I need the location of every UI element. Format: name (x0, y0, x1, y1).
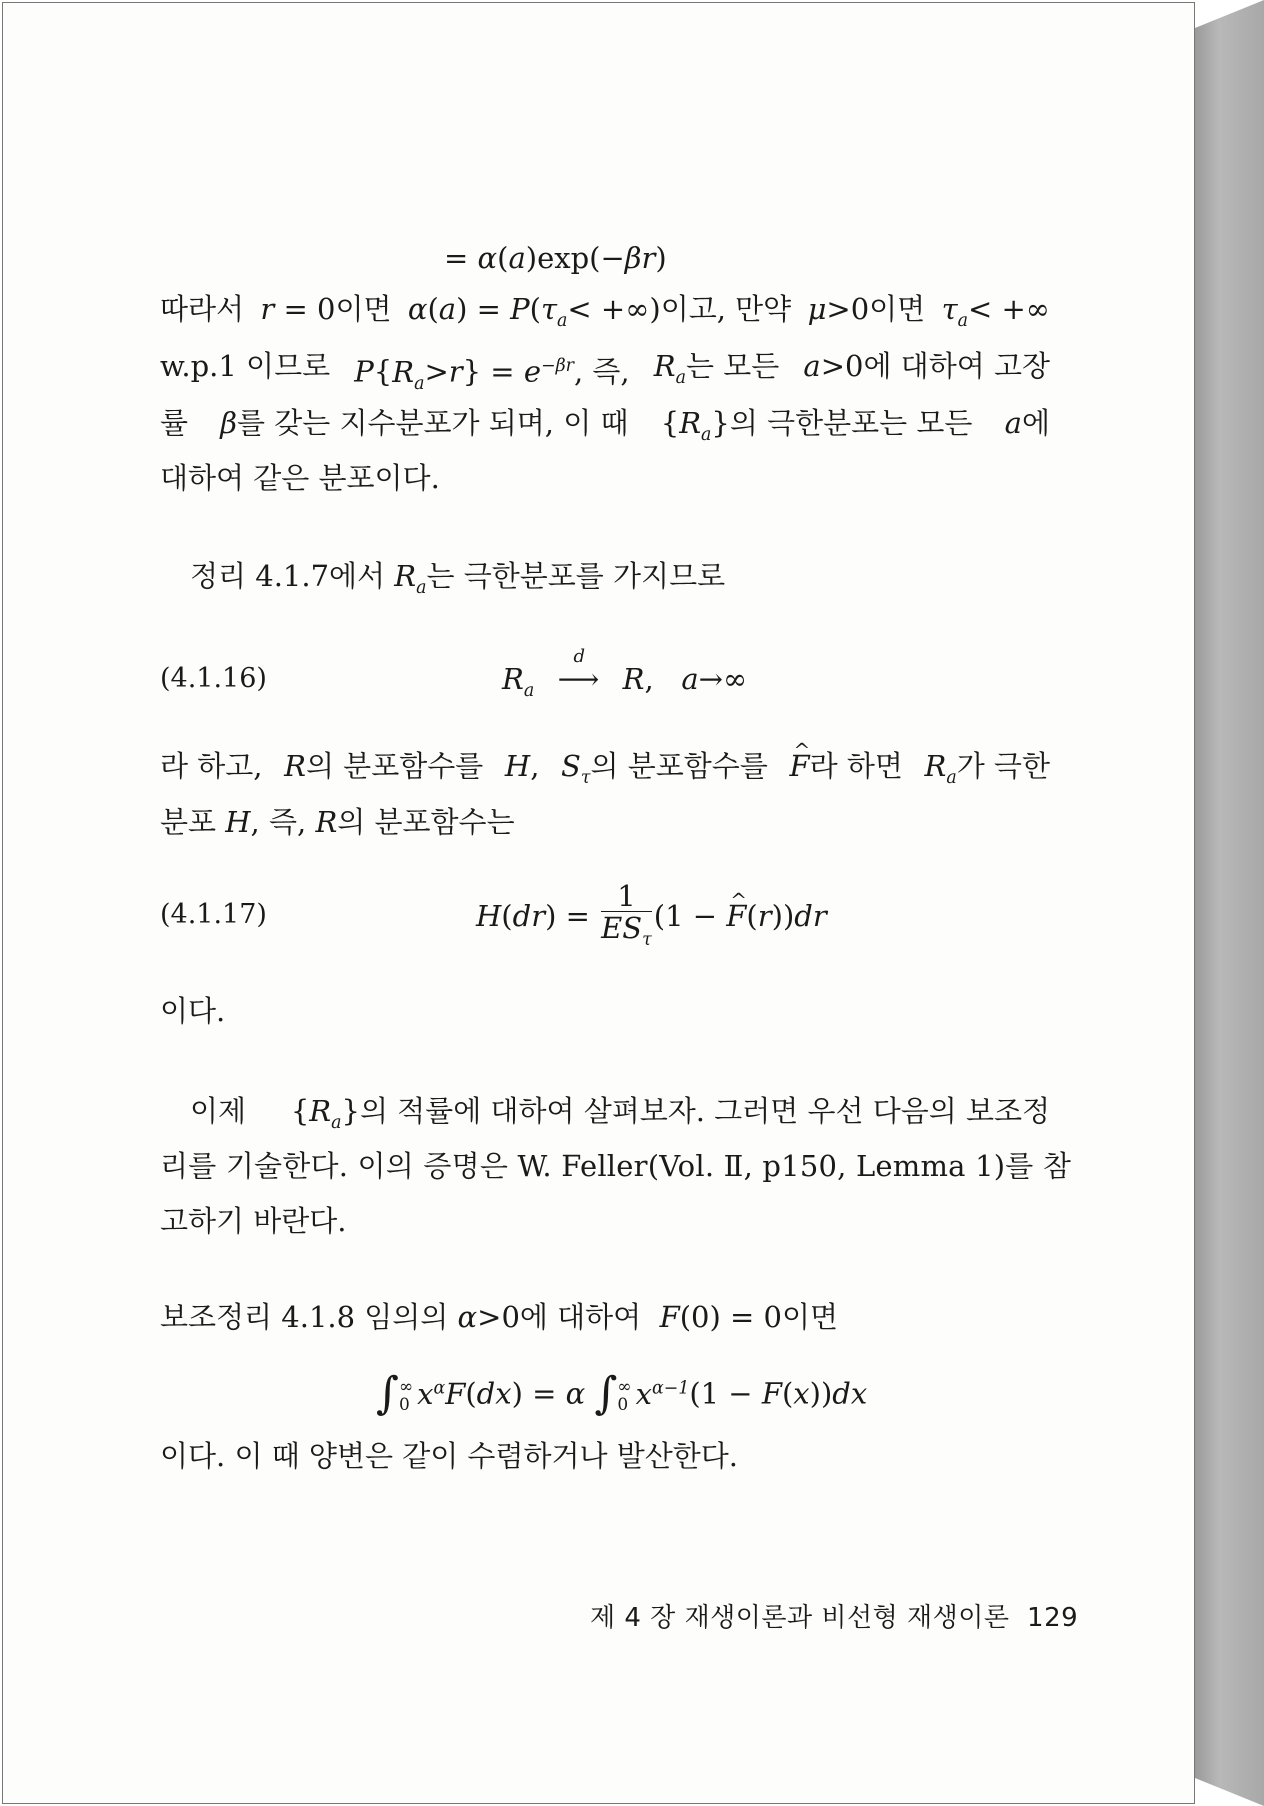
text-line-8: 이다. (160, 994, 226, 1028)
text-line-1: 따라서 r = 0이면 $\alpha(a) = P(\tau_a<$ +∞)이고, 만약 μ>0이면 $\tau_a<$ +∞ (160, 292, 1050, 331)
text-line-5: 정리 4.1.7에서 $R_a$는 극한분포를 가지므로 (190, 559, 726, 598)
text-line-9: 이제 $\{R_a\}$의 적률에 대하여 살펴보자. 그러면 우선 다음의 보조정 (190, 1094, 1050, 1133)
text-line-13: 이다. 이 때 양변은 같이 수렴하거나 발산한다. (160, 1439, 738, 1473)
text-line-10: 리를 기술한다. 이의 증명은 W. Feller(Vol. Ⅱ, p150, Lemma 1)를 참 (160, 1149, 1072, 1183)
equation-number-4-1-17: (4.1.17) (160, 899, 267, 930)
text-line-11: 고하기 바란다. (160, 1204, 347, 1238)
lemma-equation: ∫ ∞ 0 $x^\alpha F(dx) = \alpha$ ∫ ∞ 0 $x^{\alpha-1}(1 - F(x))dx$ (376, 1367, 868, 1419)
equation-continuation: = α(a)exp(−βr) (444, 241, 667, 275)
equation-4-1-17: H(dr) = $\frac{1}{ES_\tau}$ (1 − ^ F(r))dr (476, 877, 827, 955)
text-line-3: 률 β를 갖는 지수분포가 되며, 이 때 $\{R_a\}$의 극한분포는 모든 a에 (160, 406, 1050, 445)
text-line-6: 라 하고, R의 분포함수를 H, $S_\tau$의 분포함수를 ^ F라 하면 $R_a$가 극한 (160, 746, 1050, 798)
book-edge (1195, 0, 1264, 1806)
page-number: 129 (1027, 1603, 1079, 1633)
text-line-4: 대하여 같은 분포이다. (160, 461, 440, 495)
page-footer (590, 1597, 1078, 1634)
text-line-7: 분포 H, 즉, R의 분포함수는 (160, 805, 515, 839)
equation-4-1-16: $R_a$ d ⟶ R, a→∞ (502, 646, 748, 701)
chapter-title: 제 4 장 재생이론과 비선형 재생이론 (590, 1603, 1010, 1633)
lemma-4-1-8-statement: 보조정리 4.1.8 임의의 α>0에 대하여 F(0) = 0이면 (160, 1300, 839, 1334)
text-line-2: w.p.1 이므로 $P\{R_a>r\} = e^{-\beta r}$, 즉, $R_a$는 모든 a>0에 대하여 고장 (160, 349, 1050, 394)
equation-number-4-1-16: (4.1.16) (160, 663, 267, 694)
